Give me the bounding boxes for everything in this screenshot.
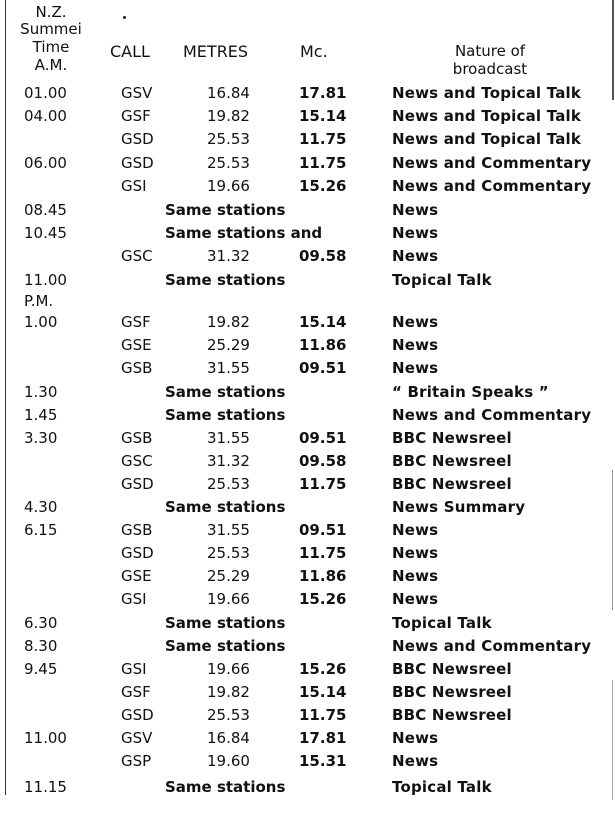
cell-metres: 19.82 — [207, 107, 250, 125]
cell-call: GSV — [121, 729, 153, 747]
cell-same: Same stations and — [165, 224, 323, 242]
table-row — [0, 177, 615, 199]
table-row — [0, 107, 615, 129]
table-row — [0, 475, 615, 497]
table-row — [0, 637, 615, 659]
cell-call: GSB — [121, 521, 153, 539]
cell-call: GSF — [121, 683, 151, 701]
cell-call: GSD — [121, 544, 154, 562]
cell-metres: 25.29 — [207, 336, 250, 354]
header-time-line: Time — [32, 38, 70, 56]
cell-time: 11.15 — [24, 778, 67, 796]
cell-nature: News — [392, 590, 439, 608]
cell-metres: 19.66 — [207, 660, 250, 678]
cell-nature: News — [392, 336, 439, 354]
cell-call: GSE — [121, 336, 152, 354]
cell-time: 11.00 — [24, 729, 67, 747]
table-row — [0, 359, 615, 381]
cell-same: Same stations — [165, 614, 286, 632]
cell-mc: 11.75 — [299, 706, 347, 724]
cell-nature: News and Commentary — [392, 406, 592, 424]
cell-call: GSF — [121, 313, 151, 331]
cell-call: GSC — [121, 452, 153, 470]
pm-label: P.M. — [24, 292, 54, 310]
cell-nature: News — [392, 567, 439, 585]
cell-mc: 09.51 — [299, 429, 347, 447]
cell-metres: 25.29 — [207, 567, 250, 585]
cell-nature: News — [392, 544, 439, 562]
table-row — [0, 313, 615, 335]
cell-call: GSV — [121, 84, 153, 102]
cell-metres: 31.55 — [207, 429, 250, 447]
cell-mc: 15.14 — [299, 313, 347, 331]
cell-time: 1.45 — [24, 406, 58, 424]
cell-metres: 16.84 — [207, 729, 250, 747]
cell-time: 6.15 — [24, 521, 58, 539]
table-row — [0, 452, 615, 474]
cell-nature: BBC Newsreel — [392, 475, 512, 493]
pm-label-row — [0, 292, 615, 314]
table-row — [0, 201, 615, 223]
cell-same: Same stations — [165, 383, 286, 401]
cell-mc: 15.26 — [299, 660, 347, 678]
cell-call: GSP — [121, 752, 152, 770]
table-row — [0, 729, 615, 751]
cell-nature: News — [392, 313, 439, 331]
cell-call: GSB — [121, 429, 153, 447]
cell-nature: News and Topical Talk — [392, 84, 582, 102]
table-row — [0, 683, 615, 705]
ink-dot — [123, 16, 126, 19]
cell-time: 04.00 — [24, 107, 67, 125]
cell-metres: 25.53 — [207, 475, 250, 493]
cell-time: 1.00 — [24, 313, 58, 331]
cell-time: 10.45 — [24, 224, 67, 242]
cell-mc: 09.51 — [299, 359, 347, 377]
table-row — [0, 590, 615, 612]
cell-same: Same stations — [165, 271, 286, 289]
cell-time: 1.30 — [24, 383, 58, 401]
table-row — [0, 406, 615, 428]
cell-nature: News — [392, 521, 439, 539]
table-row — [0, 336, 615, 358]
cell-metres: 31.32 — [207, 452, 250, 470]
cell-call: GSD — [121, 706, 154, 724]
table-row — [0, 660, 615, 682]
cell-call: GSD — [121, 475, 154, 493]
header-time-line: A.M. — [34, 56, 68, 74]
cell-time: 3.30 — [24, 429, 58, 447]
cell-mc: 15.14 — [299, 683, 347, 701]
cell-nature: News — [392, 359, 439, 377]
cell-nature: Topical Talk — [392, 271, 492, 289]
cell-same: Same stations — [165, 778, 286, 796]
header-call: CALL — [110, 42, 150, 61]
cell-mc: 11.86 — [299, 336, 347, 354]
header-nature-line: Nature of — [454, 42, 526, 60]
cell-call: GSI — [121, 177, 147, 195]
cell-mc: 11.75 — [299, 130, 347, 148]
table-row — [0, 84, 615, 106]
cell-nature: BBC Newsreel — [392, 429, 512, 447]
cell-mc: 11.86 — [299, 567, 347, 585]
cell-call: GSF — [121, 107, 151, 125]
cell-nature: News Summary — [392, 498, 526, 516]
table-row — [0, 130, 615, 152]
cell-metres: 19.60 — [207, 752, 250, 770]
cell-nature: News — [392, 201, 439, 219]
cell-nature: News and Commentary — [392, 154, 592, 172]
cell-mc: 15.14 — [299, 107, 347, 125]
cell-time: 11.00 — [24, 271, 67, 289]
cell-same: Same stations — [165, 406, 286, 424]
cell-nature: BBC Newsreel — [392, 660, 512, 678]
cell-nature: “ Britain Speaks ” — [392, 383, 549, 401]
cell-nature: Topical Talk — [392, 614, 492, 632]
cell-metres: 25.53 — [207, 544, 250, 562]
table-row — [0, 247, 615, 269]
cell-metres: 25.53 — [207, 154, 250, 172]
cell-time: 4.30 — [24, 498, 58, 516]
cell-mc: 15.26 — [299, 177, 347, 195]
cell-time: 08.45 — [24, 201, 67, 219]
cell-mc: 09.58 — [299, 247, 347, 265]
cell-nature: BBC Newsreel — [392, 452, 512, 470]
cell-time: 9.45 — [24, 660, 58, 678]
cell-call: GSB — [121, 359, 153, 377]
cell-time: 01.00 — [24, 84, 67, 102]
cell-mc: 17.81 — [299, 84, 347, 102]
cell-metres: 19.82 — [207, 313, 250, 331]
cell-nature: News and Commentary — [392, 177, 592, 195]
table-row — [0, 154, 615, 176]
cell-nature: BBC Newsreel — [392, 706, 512, 724]
cell-metres: 31.32 — [207, 247, 250, 265]
cell-mc: 11.75 — [299, 475, 347, 493]
cell-mc: 09.58 — [299, 452, 347, 470]
cell-metres: 19.66 — [207, 177, 250, 195]
cell-call: GSC — [121, 247, 153, 265]
table-row — [0, 271, 615, 293]
cell-mc: 09.51 — [299, 521, 347, 539]
cell-call: GSE — [121, 567, 152, 585]
cell-call: GSI — [121, 590, 147, 608]
cell-time: 8.30 — [24, 637, 58, 655]
cell-nature: News — [392, 224, 439, 242]
header-time-line: Summei — [20, 20, 82, 38]
cell-same: Same stations — [165, 637, 286, 655]
table-row — [0, 498, 615, 520]
table-row — [0, 383, 615, 405]
cell-mc: 11.75 — [299, 154, 347, 172]
cell-nature: News and Commentary — [392, 637, 592, 655]
cell-call: GSD — [121, 130, 154, 148]
header-nature-line: broadcast — [452, 60, 528, 78]
table-row — [0, 752, 615, 774]
cell-time: 6.30 — [24, 614, 58, 632]
cell-nature: News — [392, 247, 439, 265]
cell-mc: 15.31 — [299, 752, 347, 770]
table-row — [0, 614, 615, 636]
table-row — [0, 224, 615, 246]
cell-mc: 11.75 — [299, 544, 347, 562]
table-row — [0, 567, 615, 589]
cell-metres: 25.53 — [207, 130, 250, 148]
cell-mc: 17.81 — [299, 729, 347, 747]
cell-nature: BBC Newsreel — [392, 683, 512, 701]
table-row — [0, 778, 615, 800]
cell-nature: News — [392, 752, 439, 770]
cell-nature: News and Topical Talk — [392, 130, 582, 148]
cell-nature: News and Topical Talk — [392, 107, 582, 125]
cell-call: GSI — [121, 660, 147, 678]
header-metres: METRES — [183, 42, 249, 61]
table-row — [0, 521, 615, 543]
cell-metres: 25.53 — [207, 706, 250, 724]
header-time-line: N.Z. — [35, 3, 67, 21]
cell-same: Same stations — [165, 498, 286, 516]
cell-metres: 31.55 — [207, 521, 250, 539]
cell-metres: 31.55 — [207, 359, 250, 377]
cell-time: 06.00 — [24, 154, 67, 172]
cell-nature: Topical Talk — [392, 778, 492, 796]
table-row — [0, 544, 615, 566]
cell-nature: News — [392, 729, 439, 747]
cell-metres: 19.66 — [207, 590, 250, 608]
cell-call: GSD — [121, 154, 154, 172]
cell-mc: 15.26 — [299, 590, 347, 608]
cell-metres: 19.82 — [207, 683, 250, 701]
cell-metres: 16.84 — [207, 84, 250, 102]
cell-same: Same stations — [165, 201, 286, 219]
table-row — [0, 429, 615, 451]
table-row — [0, 706, 615, 728]
header-mc: Mc. — [300, 42, 328, 61]
